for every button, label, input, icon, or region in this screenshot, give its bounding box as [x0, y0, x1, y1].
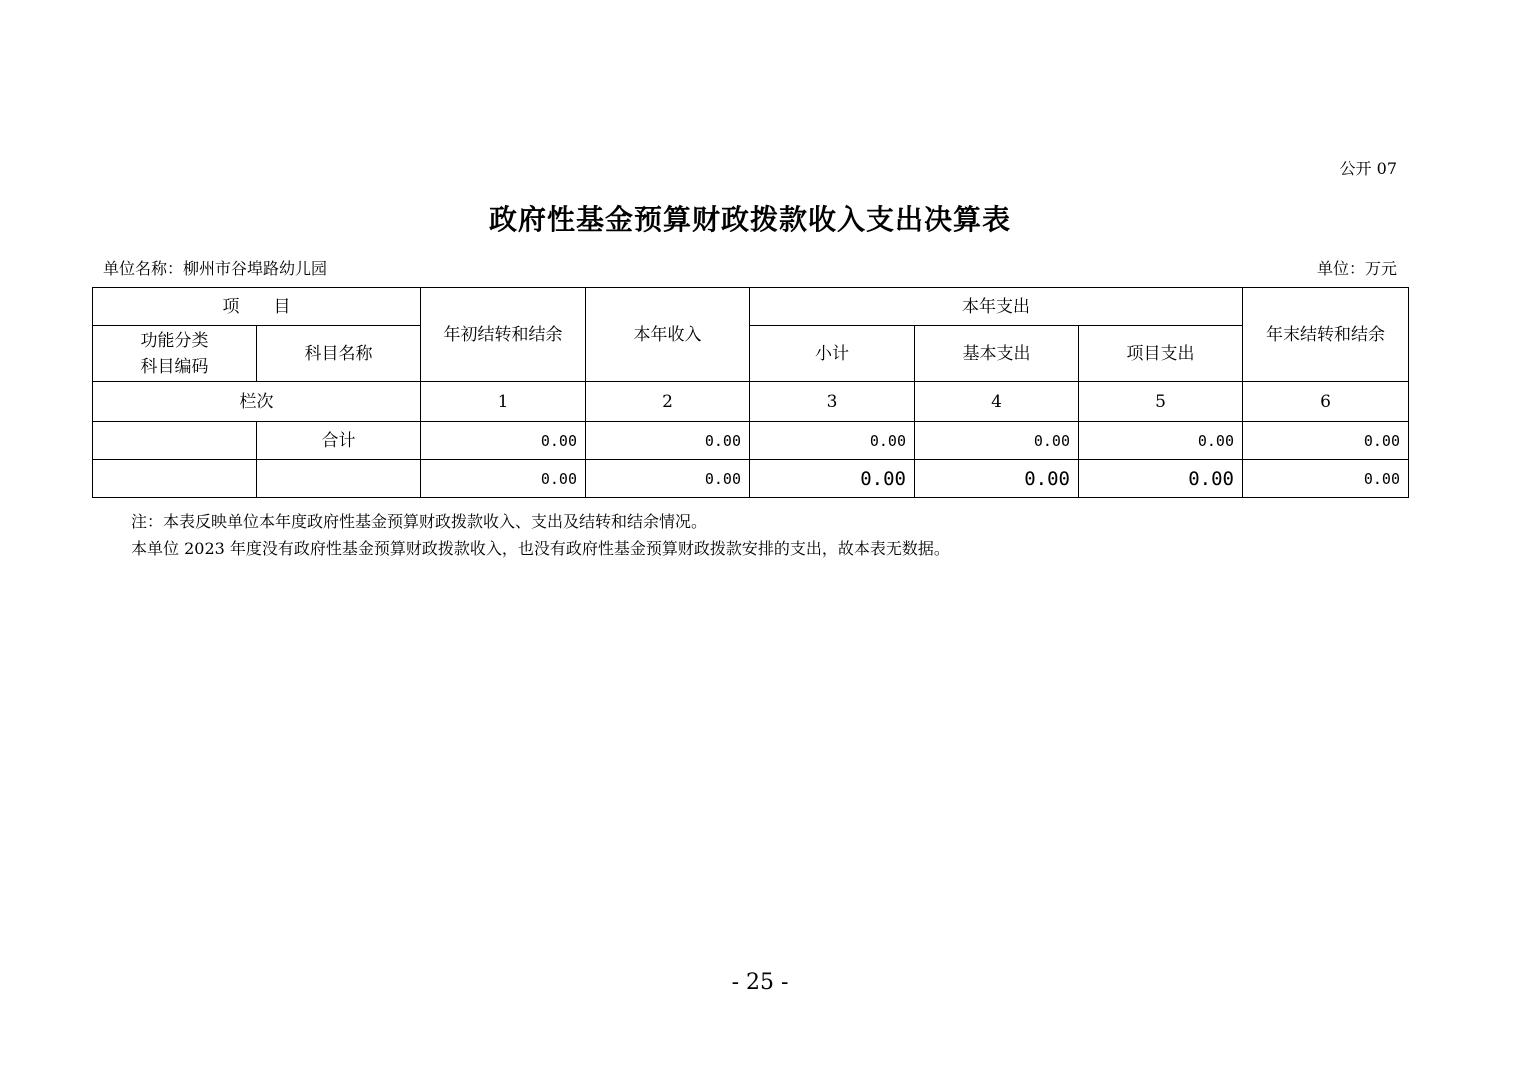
column-number: 2: [586, 382, 750, 422]
header-end-balance: 年末结转和结余: [1243, 288, 1409, 382]
header-subtotal: 小计: [750, 326, 915, 382]
header-subject-name: 科目名称: [257, 326, 421, 382]
unit-name-label: 单位名称：柳州市谷埠路幼儿园: [103, 259, 328, 278]
row-name-cell: [257, 460, 421, 498]
header-basic-expense: 基本支出: [915, 326, 1079, 382]
page-title: 政府性基金预算财政拨款收入支出决算表: [488, 203, 1011, 236]
row-value: 0.00: [915, 460, 1079, 498]
header-func-code: 功能分类 科目编码: [93, 326, 257, 382]
total-value: 0.00: [1243, 422, 1409, 460]
table-code-label: 公开 07: [1339, 159, 1397, 178]
header-project-expense: 项目支出: [1079, 326, 1243, 382]
table-header-row: [93, 288, 1409, 326]
row-value: 0.00: [1243, 460, 1409, 498]
table-note: 本单位 2023 年度没有政府性基金预算财政拨款收入，也没有政府性基金预算财政拨款安排的支出，故本表无数据。: [131, 539, 950, 558]
total-value: 0.00: [750, 422, 915, 460]
column-number-row: [93, 382, 1409, 422]
row-value: 0.00: [750, 460, 915, 498]
column-number-label: 栏次: [93, 382, 421, 422]
total-code-cell: [93, 422, 257, 460]
table-subheader-row: [93, 326, 1409, 382]
column-number: 5: [1079, 382, 1243, 422]
header-year-expense: 本年支出: [750, 288, 1243, 326]
column-number: 3: [750, 382, 915, 422]
header-item: 项 目: [93, 288, 421, 326]
currency-unit-label: 单位：万元: [1316, 259, 1397, 278]
total-row: [93, 422, 1409, 460]
budget-table: [92, 287, 1409, 498]
page-number: - 25 -: [731, 970, 789, 995]
table-row: [93, 460, 1409, 498]
row-code-cell: [93, 460, 257, 498]
table-note: 注：本表反映单位本年度政府性基金预算财政拨款收入、支出及结转和结余情况。: [131, 512, 708, 531]
row-value: 0.00: [1079, 460, 1243, 498]
column-number: 6: [1243, 382, 1409, 422]
total-label: 合计: [257, 422, 421, 460]
total-value: 0.00: [421, 422, 586, 460]
total-value: 0.00: [915, 422, 1079, 460]
row-value: 0.00: [421, 460, 586, 498]
column-number: 4: [915, 382, 1079, 422]
header-begin-balance: 年初结转和结余: [421, 288, 586, 382]
column-number: 1: [421, 382, 586, 422]
total-value: 0.00: [1079, 422, 1243, 460]
row-value: 0.00: [586, 460, 750, 498]
total-value: 0.00: [586, 422, 750, 460]
header-year-income: 本年收入: [586, 288, 750, 382]
